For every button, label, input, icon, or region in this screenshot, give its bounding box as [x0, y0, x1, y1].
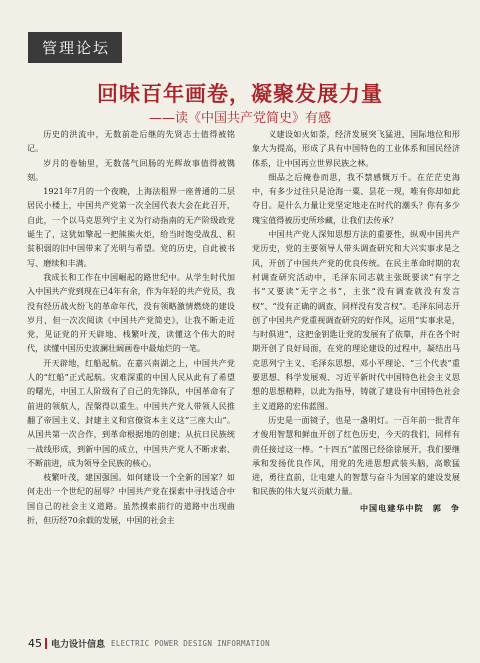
- magazine-name: 电力设计信息: [51, 640, 106, 650]
- paragraph: 细品之后掩卷而思，我不禁感慨万千。在茫茫史海中，有多少过往只是沧海一粟、昙花一现，唯有你却如此夺目。是什么力量让党坚定地走在时代的潮头？你有多少瑰宝值得被历史所珍藏，让我们去传承？: [252, 171, 460, 225]
- article-title: 回味百年画卷，凝聚发展力量: [97, 82, 383, 106]
- footer-divider: [45, 638, 47, 649]
- section-tag: 管理论坛: [28, 32, 122, 63]
- article-subtitle: ——读《中国共产党简史》有感: [148, 111, 331, 126]
- paragraph: 开天辟地，红船起航。在嘉兴南湖之上，中国共产党人的“红船”正式起航。灾难深重的中国人民从此有了希望的曙光，中国工人阶级有了自己的先锋队，中国革命有了前进的领航人，涅槃得以重生。中国共产党人带领人民推翻了帝国主义、封建主义和官僚资本主义这“三座大山”。从国共第一次合作，到革命根据地的创建；从抗日民族统一战线形成，到新中国的成立，中国共产党人不断求索、不断前进，成为领导全民族的核心。: [27, 357, 235, 468]
- paragraph: 我成长和工作在中国崛起的路世纪中。从学生时代加入中国共产党到现在已4年有余，作为年轻的共产党员，我没有经历战火纷飞的革命年代，没有领略激情燃烧的建设岁月，但一次次阅读《中国共产党简史》，让我不断走近党，见证党的开天辟地、栈繁叶茂，读懂这个伟大的时代，读懂中国历史波澜壮阔画卷中最灿烂的一笔。: [27, 271, 235, 354]
- paragraph: 枝繁叶茂，建国强国。如何建设一个全新的国家？如何走出一个世纪的屈辱？中国共产党在探索中寻找适合中国自己的社会主义道路。虽然摸索前行的道路中出现曲折，但历经70余载的发展，中国的社会主: [27, 472, 235, 526]
- paragraph: 义建设如火如荼，经济发展突飞猛进，国际地位和形象大为提高，形成了具有中国特色的工业体系和国民经济体系，让中国再立世界民族之林。: [252, 129, 460, 168]
- left-column: [27, 127, 235, 622]
- paragraph: 岁月的卷轴里，无数荡气回肠的光辉故事值得被镌刻。: [27, 157, 235, 182]
- page-number: 45: [28, 637, 42, 650]
- paragraph: 历史是一面镜子，也是一盏明灯。一百年前一批青年才俊用智慧和鲜血开创了红色历史，今天的我们，同样有责任接过这一棒。“十四五”蓝图已经徐徐展开，我们要继承和发扬优良作风，用党的先进思想武装头脑，高歌猛进，勇往直前，让电建人的智慧与奋斗为国家的建设发展和民族的伟大复兴贡献力量。: [252, 414, 460, 497]
- paragraph: 中国共产党人深知思想方法的重要性，纵观中国共产党历史，党的主要领导人带头调查研究和大兴实事求是之风，开创了中国共产党的优良传统。在民主革命时期的农村调查研究活动中，毛泽东同志就主张既要读“有字之书”又要读“无字之书”，主张“没有调查就没有发言权”、“没有正确的调查，同样没有发言权”。毛泽东同志开创了中国共产党重视调查研究的好作风，运用“实事求是，与时俱进”，这把金钥匙让党的发展有了依靠，并在各个时期开创了良好局面，在党的理论建设的过程中，凝结出马克思列宁主义、毛泽东思想、邓小平理论、“三个代表”重要思想、科学发展观、习近平新时代中国特色社会主义思想的思想精粹，以此为指导，铸就了建设有中国特色社会主义道路的宏伟蓝图。: [252, 229, 460, 411]
- author-signature: 中国电建华中院 郭 争: [359, 502, 460, 513]
- page-footer: [28, 637, 270, 650]
- paragraph: 1921年7月的一个夜晚，上海法租界一座普通的二层居民小楼上，中国共产党第一次全国代表大会在此召开，自此，一个以马克思列宁主义为行动指南的无产阶级政党诞生了，这犹如擎起一把熊熊火炬，给当时饱受战乱、积贫积弱的旧中国带来了光明与希望。党的历史，自此被书写、磨续和丰满。: [27, 186, 235, 268]
- paragraph: 历史的洪流中，无数前赴后继的先贤志士值得被铭记。: [27, 129, 235, 154]
- right-column: [252, 127, 460, 622]
- magazine-name-english: ELECTRIC POWER DESIGN INFORMATION: [111, 639, 270, 648]
